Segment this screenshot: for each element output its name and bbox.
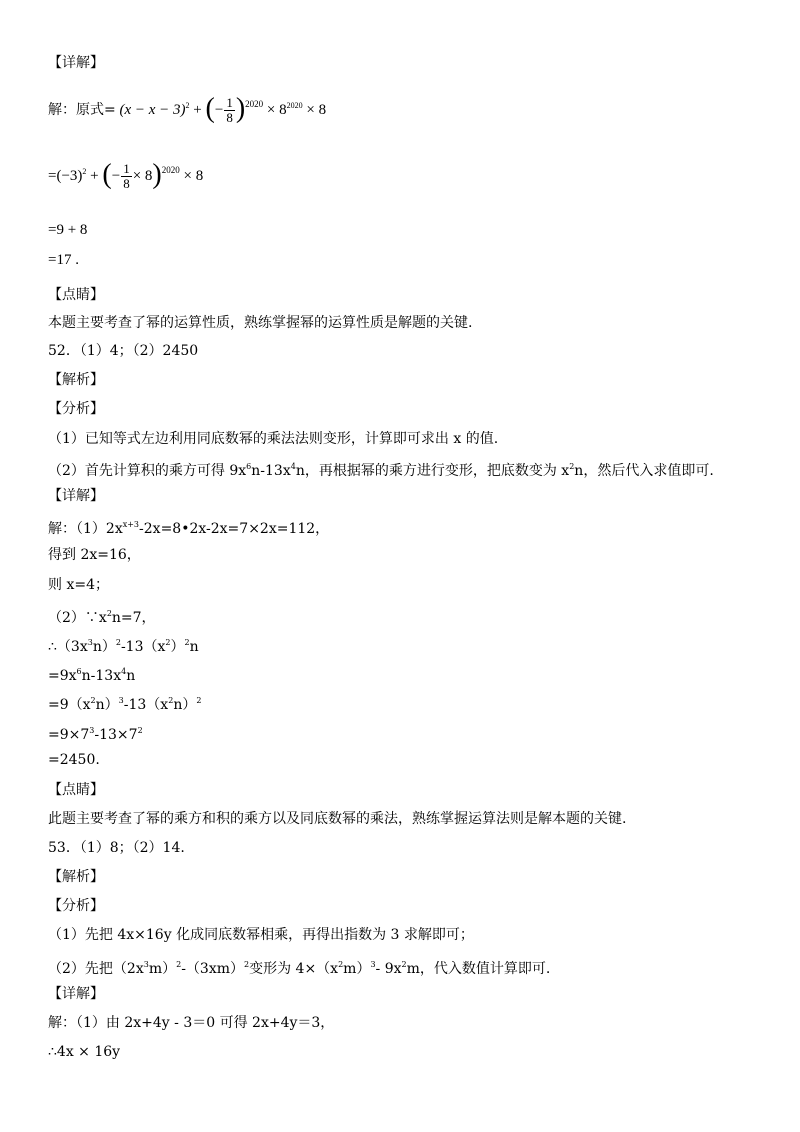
text: n-13x	[81, 668, 122, 684]
section-label-jiexi: 【解析】	[48, 869, 104, 885]
times-8-inner: × 8	[132, 168, 153, 184]
solution-line-1	[48, 84, 326, 124]
section-label-xiangjie: 【详解】	[48, 55, 104, 71]
detail-line-7	[48, 692, 201, 714]
detail-line-3: 则 x=4；	[48, 577, 109, 593]
text: （2）先把（2x	[48, 961, 144, 977]
exp-2020: 2020	[245, 99, 264, 109]
text: -2x=8•2x-2x=7×2x=112，	[139, 521, 330, 537]
exp: 2	[185, 101, 190, 110]
text: - 9x	[375, 961, 402, 977]
fraction	[224, 96, 235, 125]
expr-paren: (x − x − 3)	[119, 102, 186, 118]
text: m，代入数值计算即可.	[406, 961, 551, 977]
text: -13（x	[123, 697, 169, 713]
exp: 2	[569, 462, 575, 471]
detail-line-1	[48, 516, 329, 538]
times-8-power: × 8	[266, 102, 287, 118]
text: ∴（3x	[48, 639, 88, 655]
detail-line-6	[48, 663, 135, 685]
denominator: 8	[226, 110, 233, 126]
big-paren-close: )	[235, 93, 246, 124]
exp: 3	[87, 638, 93, 647]
exp: 2	[165, 638, 171, 647]
detail-line-2: 得到 2x=16，	[48, 547, 141, 563]
denominator: 8	[123, 176, 130, 192]
text: n=7，	[111, 610, 156, 626]
big-paren-open: (	[205, 93, 215, 124]
neg-three: (−3)	[56, 168, 83, 184]
text: ）	[170, 639, 185, 655]
exp: 2	[82, 167, 87, 176]
exp: 3	[118, 696, 124, 705]
text: -（3xm）	[181, 961, 244, 977]
prefix-eq: =	[48, 168, 57, 184]
analysis-line-1: （1）已知等式左边利用同底数幂的乘法法则变形，计算即可求出 x 的值.	[48, 431, 499, 447]
exp: 2	[176, 960, 182, 969]
big-paren-open: (	[102, 159, 112, 190]
op-plus: +	[90, 168, 99, 184]
exp: 2	[115, 638, 121, 647]
times-8: × 8	[306, 102, 327, 118]
detail-line-4	[48, 605, 156, 627]
exp: 2	[338, 960, 344, 969]
answer-53: 53．（1）8；（2）14.	[48, 840, 185, 856]
solution-line-2	[48, 150, 203, 190]
text: 变形为 4×（x	[249, 961, 339, 977]
text: （2）∵x	[48, 610, 107, 626]
analysis-line-2	[48, 956, 550, 978]
exp: 2	[106, 609, 112, 618]
detail-line-1: 解：（1）由 2x+4y - 3＝0 可得 2x+4y＝3，	[48, 1015, 335, 1031]
exp-2020: 2020	[161, 165, 180, 175]
text: n	[126, 668, 136, 684]
neg: −	[214, 102, 224, 118]
numerator: 1	[123, 161, 130, 177]
exp: 2	[401, 960, 407, 969]
section-label-dianjing: 【点睛】	[48, 782, 104, 798]
detail-line-9: =2450.	[48, 752, 100, 768]
analysis-line-2	[48, 458, 714, 480]
solution-line-4: =17 .	[48, 252, 79, 268]
times-8-tail: × 8	[183, 168, 204, 184]
exp: 2	[184, 638, 190, 647]
text: n）	[92, 639, 116, 655]
text: -13（x	[120, 639, 166, 655]
exp: 3	[370, 960, 376, 969]
text: -13×7	[94, 727, 138, 743]
text: n	[189, 639, 199, 655]
analysis-line-1: （1）先把 4x×16y 化成同底数幂相乘，再得出指数为 3 求解即可；	[48, 927, 474, 943]
answer-52: 52．（1）4；（2）2450	[48, 343, 199, 359]
text: m）	[148, 961, 177, 977]
exp: 2	[244, 960, 250, 969]
section-label-jiexi: 【解析】	[48, 372, 104, 388]
section-label-fenxi: 【分析】	[48, 401, 104, 417]
summary-text: 此题主要考查了幂的乘方和积的乘方以及同底数幂的乘法，熟练掌握运算法则是解本题的关键.	[48, 811, 627, 827]
summary-text: 本题主要考查了幂的运算性质，熟练掌握幂的运算性质是解题的关键.	[48, 315, 473, 331]
exp: 6	[76, 667, 82, 676]
text: n，然后代入求值即可.	[574, 463, 714, 479]
text: （2）首先计算积的乘方可得 9x	[48, 463, 247, 479]
section-label-xiangjie: 【详解】	[48, 488, 104, 504]
text: n-13x	[251, 463, 291, 479]
text: =9（x	[48, 697, 91, 713]
exp-2020b: 2020	[286, 101, 303, 110]
neg: −	[111, 168, 121, 184]
solution-line-3: =9 + 8	[48, 222, 88, 238]
text: n，再根据幂的乘方进行变形，把底数变为 x	[295, 463, 570, 479]
detail-line-5	[48, 634, 199, 656]
big-paren-close: )	[152, 159, 162, 190]
text: =9×7	[48, 727, 90, 743]
fraction	[121, 162, 132, 191]
exp: 3	[143, 960, 149, 969]
text: =9x	[48, 668, 77, 684]
exp: x+3	[122, 520, 140, 529]
detail-line-2: ∴4x × 16y	[48, 1044, 121, 1060]
exp: 3	[89, 726, 95, 735]
op-plus: +	[193, 102, 202, 118]
exp: 2	[168, 696, 174, 705]
exp: 2	[196, 696, 202, 705]
solution-prefix: 解：原式=	[48, 102, 116, 118]
exp: 4	[121, 667, 127, 676]
exp: 6	[246, 462, 252, 471]
text: m）	[343, 961, 371, 977]
section-label-xiangjie: 【详解】	[48, 986, 104, 1002]
section-label-fenxi: 【分析】	[48, 898, 104, 914]
text: n）	[95, 697, 119, 713]
text: n）	[173, 697, 197, 713]
text: 解：（1）2x	[48, 521, 123, 537]
numerator: 1	[226, 95, 233, 111]
exp: 2	[137, 726, 143, 735]
section-label-dianjing: 【点睛】	[48, 287, 104, 303]
exp: 4	[290, 462, 296, 471]
detail-line-8	[48, 722, 143, 744]
exp: 2	[90, 696, 96, 705]
